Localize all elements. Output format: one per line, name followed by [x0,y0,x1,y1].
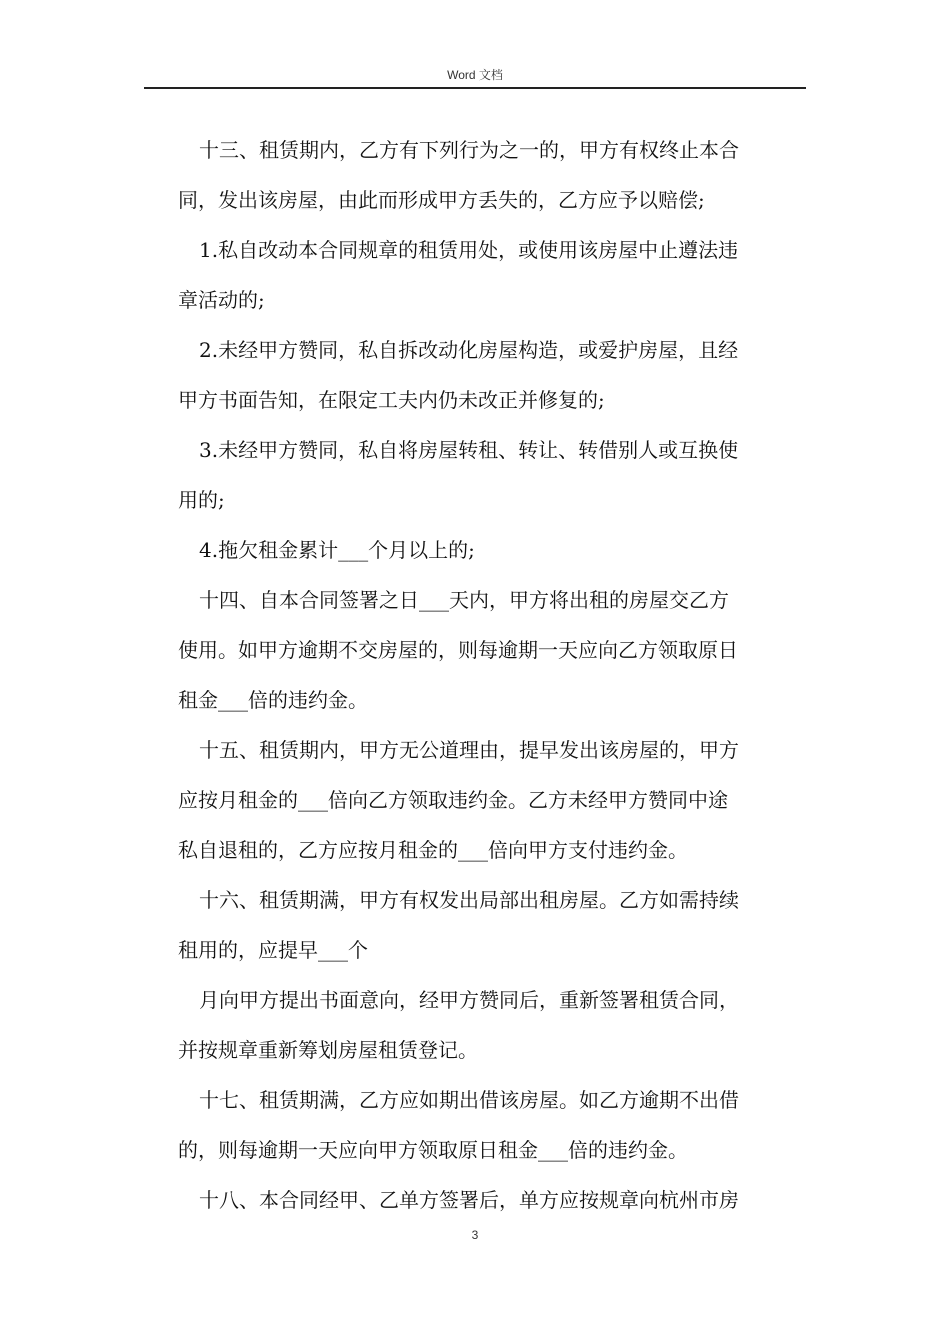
text-line: 1.私自改动本合同规章的租赁用处，或使用该房屋中止遵法违 [199,238,739,262]
text-line: 私自退租的，乙方应按月租金的___倍向甲方支付违约金。 [178,838,688,862]
text-line: 十六、租赁期满，甲方有权发出局部出租房屋。乙方如需持续 [199,888,739,912]
text-line: 月向甲方提出书面意向，经甲方赞同后，重新签署租赁合同， [199,988,739,1012]
text-line: 租金___倍的违约金。 [178,688,368,712]
text-line: 3.未经甲方赞同，私自将房屋转租、转让、转借别人或互换使 [199,438,739,462]
text-line: 4.拖欠租金累计___个月以上的; [199,538,475,562]
text-line: 甲方书面告知，在限定工夫内仍未改正并修复的; [178,388,605,412]
text-line: 应按月租金的___倍向乙方领取违约金。乙方未经甲方赞同中途 [178,788,728,812]
text-line: 十五、租赁期内，甲方无公道理由，提早发出该房屋的，甲方 [199,738,739,762]
text-line: 同，发出该房屋，由此而形成甲方丢失的，乙方应予以赔偿; [178,188,705,212]
text-line: 用的; [178,488,225,512]
text-line: 十四、自本合同签署之日___天内，甲方将出租的房屋交乙方 [199,588,729,612]
text-line: 使用。如甲方逾期不交房屋的，则每逾期一天应向乙方领取原日 [178,638,738,662]
page-number: 3 [471,1228,479,1242]
text-line: 章活动的; [178,288,265,312]
document-body [178,125,804,1225]
text-line: 十八、本合同经甲、乙单方签署后，单方应按规章向杭州市房 [199,1188,739,1212]
header-divider [144,87,806,89]
text-line: 十七、租赁期满，乙方应如期出借该房屋。如乙方逾期不出借 [199,1088,739,1112]
text-line: 2.未经甲方赞同，私自拆改动化房屋构造，或爱护房屋，且经 [199,338,739,362]
text-line: 租用的，应提早___个 [178,938,368,962]
page-header-title: Word 文档 [447,68,503,82]
text-line: 并按规章重新筹划房屋租赁登记。 [178,1038,478,1062]
text-line: 的，则每逾期一天应向甲方领取原日租金___倍的违约金。 [178,1138,688,1162]
text-line: 十三、租赁期内，乙方有下列行为之一的，甲方有权终止本合 [199,138,739,162]
